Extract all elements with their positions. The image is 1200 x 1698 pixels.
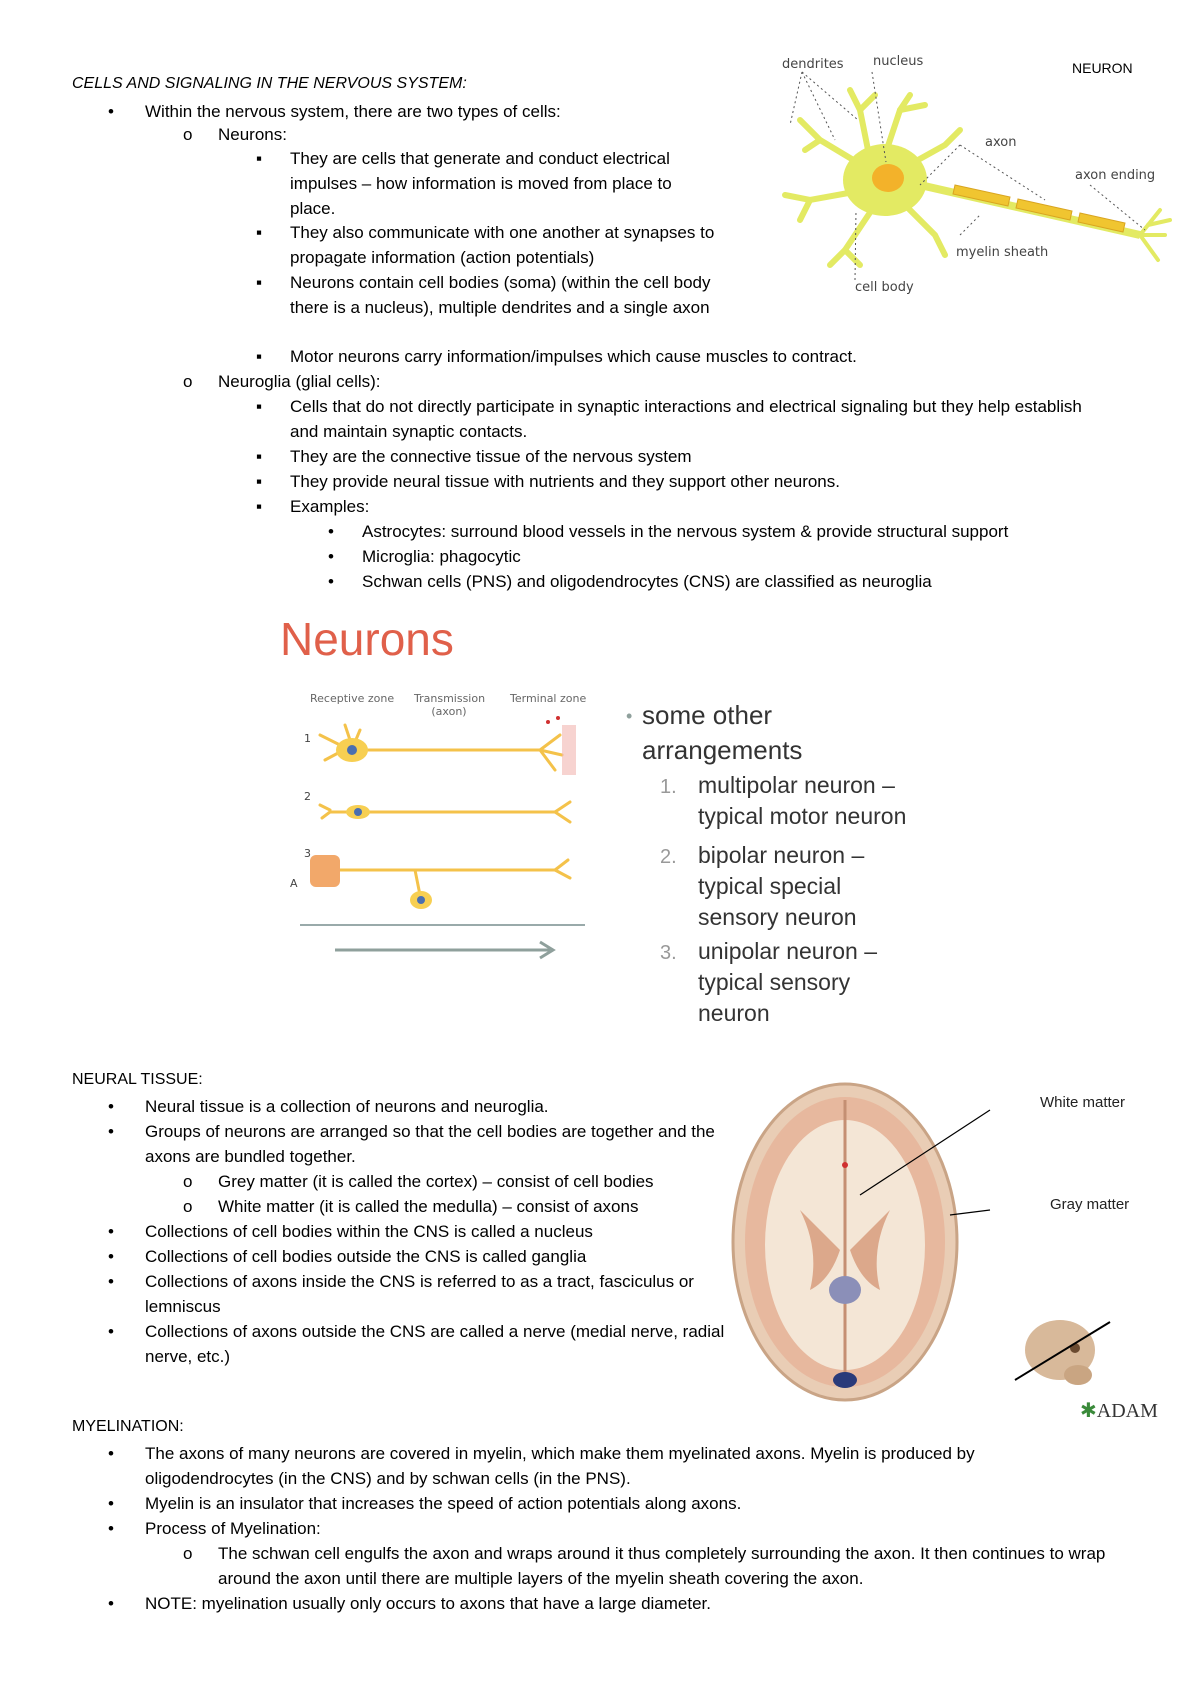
neuroglia-point: They provide neural tissue with nutrients and they support other neurons. xyxy=(290,472,840,491)
row-number: 3 xyxy=(304,847,311,860)
example-item: Microglia: phagocytic xyxy=(362,547,521,566)
sub-bullet-o: o xyxy=(183,1172,193,1191)
bullet-dot: • xyxy=(108,1594,114,1613)
slide-bullet-dot: • xyxy=(626,706,633,726)
slide-item-num: 2. xyxy=(660,846,677,868)
myelin-sub-point: The schwan cell engulfs the axon and wraps around it thus completely surrounding the axon. It then continues to wrap around the axon until there are multiple layers of the myelin sheath covering the axon. xyxy=(218,1544,1106,1588)
neural-sub-point: White matter (it is called the medulla) – consist of axons xyxy=(218,1197,639,1216)
neuron-point: They also communicate with one another at synapses to propagate information (action potentials) xyxy=(290,223,715,267)
bullet-dot: • xyxy=(108,1222,114,1241)
bullet-dot: • xyxy=(108,1097,114,1116)
zone-transmission: Transmission (axon) xyxy=(414,692,486,718)
bullet-dot: • xyxy=(108,1444,114,1463)
zone-receptive: Receptive zone xyxy=(310,692,395,705)
nucleus-shape xyxy=(872,164,904,192)
neural-point: Neural tissue is a collection of neurons and neuroglia. xyxy=(145,1097,549,1116)
intro-text: Within the nervous system, there are two types of cells: xyxy=(145,102,561,121)
bullet-dot: • xyxy=(108,1494,114,1513)
neuron-types-diagram xyxy=(300,710,600,970)
myelin-point: Process of Myelination: xyxy=(145,1519,321,1538)
sub-bullet-o: o xyxy=(183,1544,193,1563)
slide-item-text: bipolar neuron – typical special sensory neuron xyxy=(698,842,865,930)
section-title-myelination: MYELINATION: xyxy=(72,1418,184,1435)
adam-logo: ✱ADAM xyxy=(1080,1400,1158,1422)
zone-terminal: Terminal zone xyxy=(510,692,587,705)
slide-title: Neurons xyxy=(280,613,454,665)
square-bullet: ▪ xyxy=(256,347,263,366)
example-item: Schwan cells (PNS) and oligodendrocytes (CNS) are classified as neuroglia xyxy=(362,572,932,591)
neuron-point: They are cells that generate and conduct electrical impulses – how information is moved from place to place. xyxy=(290,149,672,218)
square-bullet: ▪ xyxy=(256,497,263,516)
neuron-figure-title: NEURON xyxy=(1072,60,1133,76)
neurons-label: Neurons: xyxy=(218,125,287,144)
sub-bullet-o: o xyxy=(183,372,193,391)
skull-icon xyxy=(1015,1320,1110,1385)
neuroglia-point: Cells that do not directly participate in synaptic interactions and electrical signaling but they help establish and maintain synaptic contacts. xyxy=(290,397,1082,441)
brain-section-illustration xyxy=(730,1080,1150,1415)
bullet-dot: • xyxy=(108,1322,114,1341)
square-bullet: ▪ xyxy=(256,273,263,292)
label-dendrites: dendrites xyxy=(782,57,844,72)
example-item: Astrocytes: surround blood vessels in the nervous system & provide structural support xyxy=(362,522,1009,541)
sub-bullet-o: o xyxy=(183,125,193,144)
square-bullet: ▪ xyxy=(256,472,263,491)
label-axon: axon xyxy=(985,135,1017,150)
row-number: 1 xyxy=(304,732,311,745)
panel-letter: A xyxy=(290,877,298,890)
label-axon-ending: axon ending xyxy=(1075,168,1156,183)
neural-point: Collections of axons inside the CNS is referred to as a tract, fasciculus or lemniscus xyxy=(145,1272,694,1316)
section-title-cells: CELLS AND SIGNALING IN THE NERVOUS SYSTEM: xyxy=(72,75,467,92)
neural-point: Collections of cell bodies within the CNS is called a nucleus xyxy=(145,1222,593,1241)
square-bullet: ▪ xyxy=(256,149,263,168)
neural-point: Collections of cell bodies outside the CNS is called ganglia xyxy=(145,1247,587,1266)
bullet-dot: • xyxy=(108,1122,114,1141)
neuron-point: Motor neurons carry information/impulses which cause muscles to contract. xyxy=(290,347,857,366)
bullet-dot: • xyxy=(108,1272,114,1291)
neural-sub-point: Grey matter (it is called the cortex) – consist of cell bodies xyxy=(218,1172,654,1191)
label-white-matter: White matter xyxy=(1040,1094,1126,1111)
neuroglia-label: Neuroglia (glial cells): xyxy=(218,372,381,391)
bullet-dot: • xyxy=(328,522,334,541)
sub-bullet-o: o xyxy=(183,1197,193,1216)
slide-item-text: multipolar neuron – typical motor neuron xyxy=(698,772,907,829)
neuron-point: Neurons contain cell bodies (soma) (within the cell body there is a nucleus), multiple dendrites and a single axon xyxy=(290,273,711,317)
myelin-point: The axons of many neurons are covered in myelin, which make them myelinated axons. Myelin is produced by oligodendrocytes (in the CNS) and by schwan cells (in the PNS). xyxy=(145,1444,975,1488)
bullet-dot: • xyxy=(108,1519,114,1538)
arrow-icon xyxy=(335,940,565,960)
slide-item-num: 1. xyxy=(660,776,677,798)
leaf-icon: ✱ xyxy=(1080,1400,1097,1422)
square-bullet: ▪ xyxy=(256,397,263,416)
slide-item-num: 3. xyxy=(660,942,677,964)
neuroglia-point: Examples: xyxy=(290,497,370,516)
neuroglia-point: They are the connective tissue of the nervous system xyxy=(290,447,692,466)
label-gray-matter: Gray matter xyxy=(1050,1196,1130,1213)
bullet-dot: • xyxy=(328,572,334,591)
label-nucleus: nucleus xyxy=(873,54,924,69)
label-myelin-sheath: myelin sheath xyxy=(956,245,1049,260)
myelin-note: NOTE: myelination usually only occurs to axons that have a large diameter. xyxy=(145,1594,712,1613)
square-bullet: ▪ xyxy=(256,223,263,242)
neural-point: Groups of neurons are arranged so that the cell bodies are together and the axons are bundled together. xyxy=(145,1122,715,1166)
slide-bullet-text: some other arrangements xyxy=(642,700,803,765)
section-title-neural-tissue: NEURAL TISSUE: xyxy=(72,1071,203,1088)
row-number: 2 xyxy=(304,790,311,803)
square-bullet: ▪ xyxy=(256,447,263,466)
myelin-point: Myelin is an insulator that increases the speed of action potentials along axons. xyxy=(145,1494,742,1513)
label-cell-body: cell body xyxy=(855,280,914,295)
neural-point: Collections of axons outside the CNS are called a nerve (medial nerve, radial nerve, etc.) xyxy=(145,1322,725,1366)
bullet-dot: • xyxy=(108,102,114,121)
bullet-dot: • xyxy=(328,547,334,566)
slide-item-text: unipolar neuron – typical sensory neuron xyxy=(698,938,878,1026)
bullet-dot: • xyxy=(108,1247,114,1266)
